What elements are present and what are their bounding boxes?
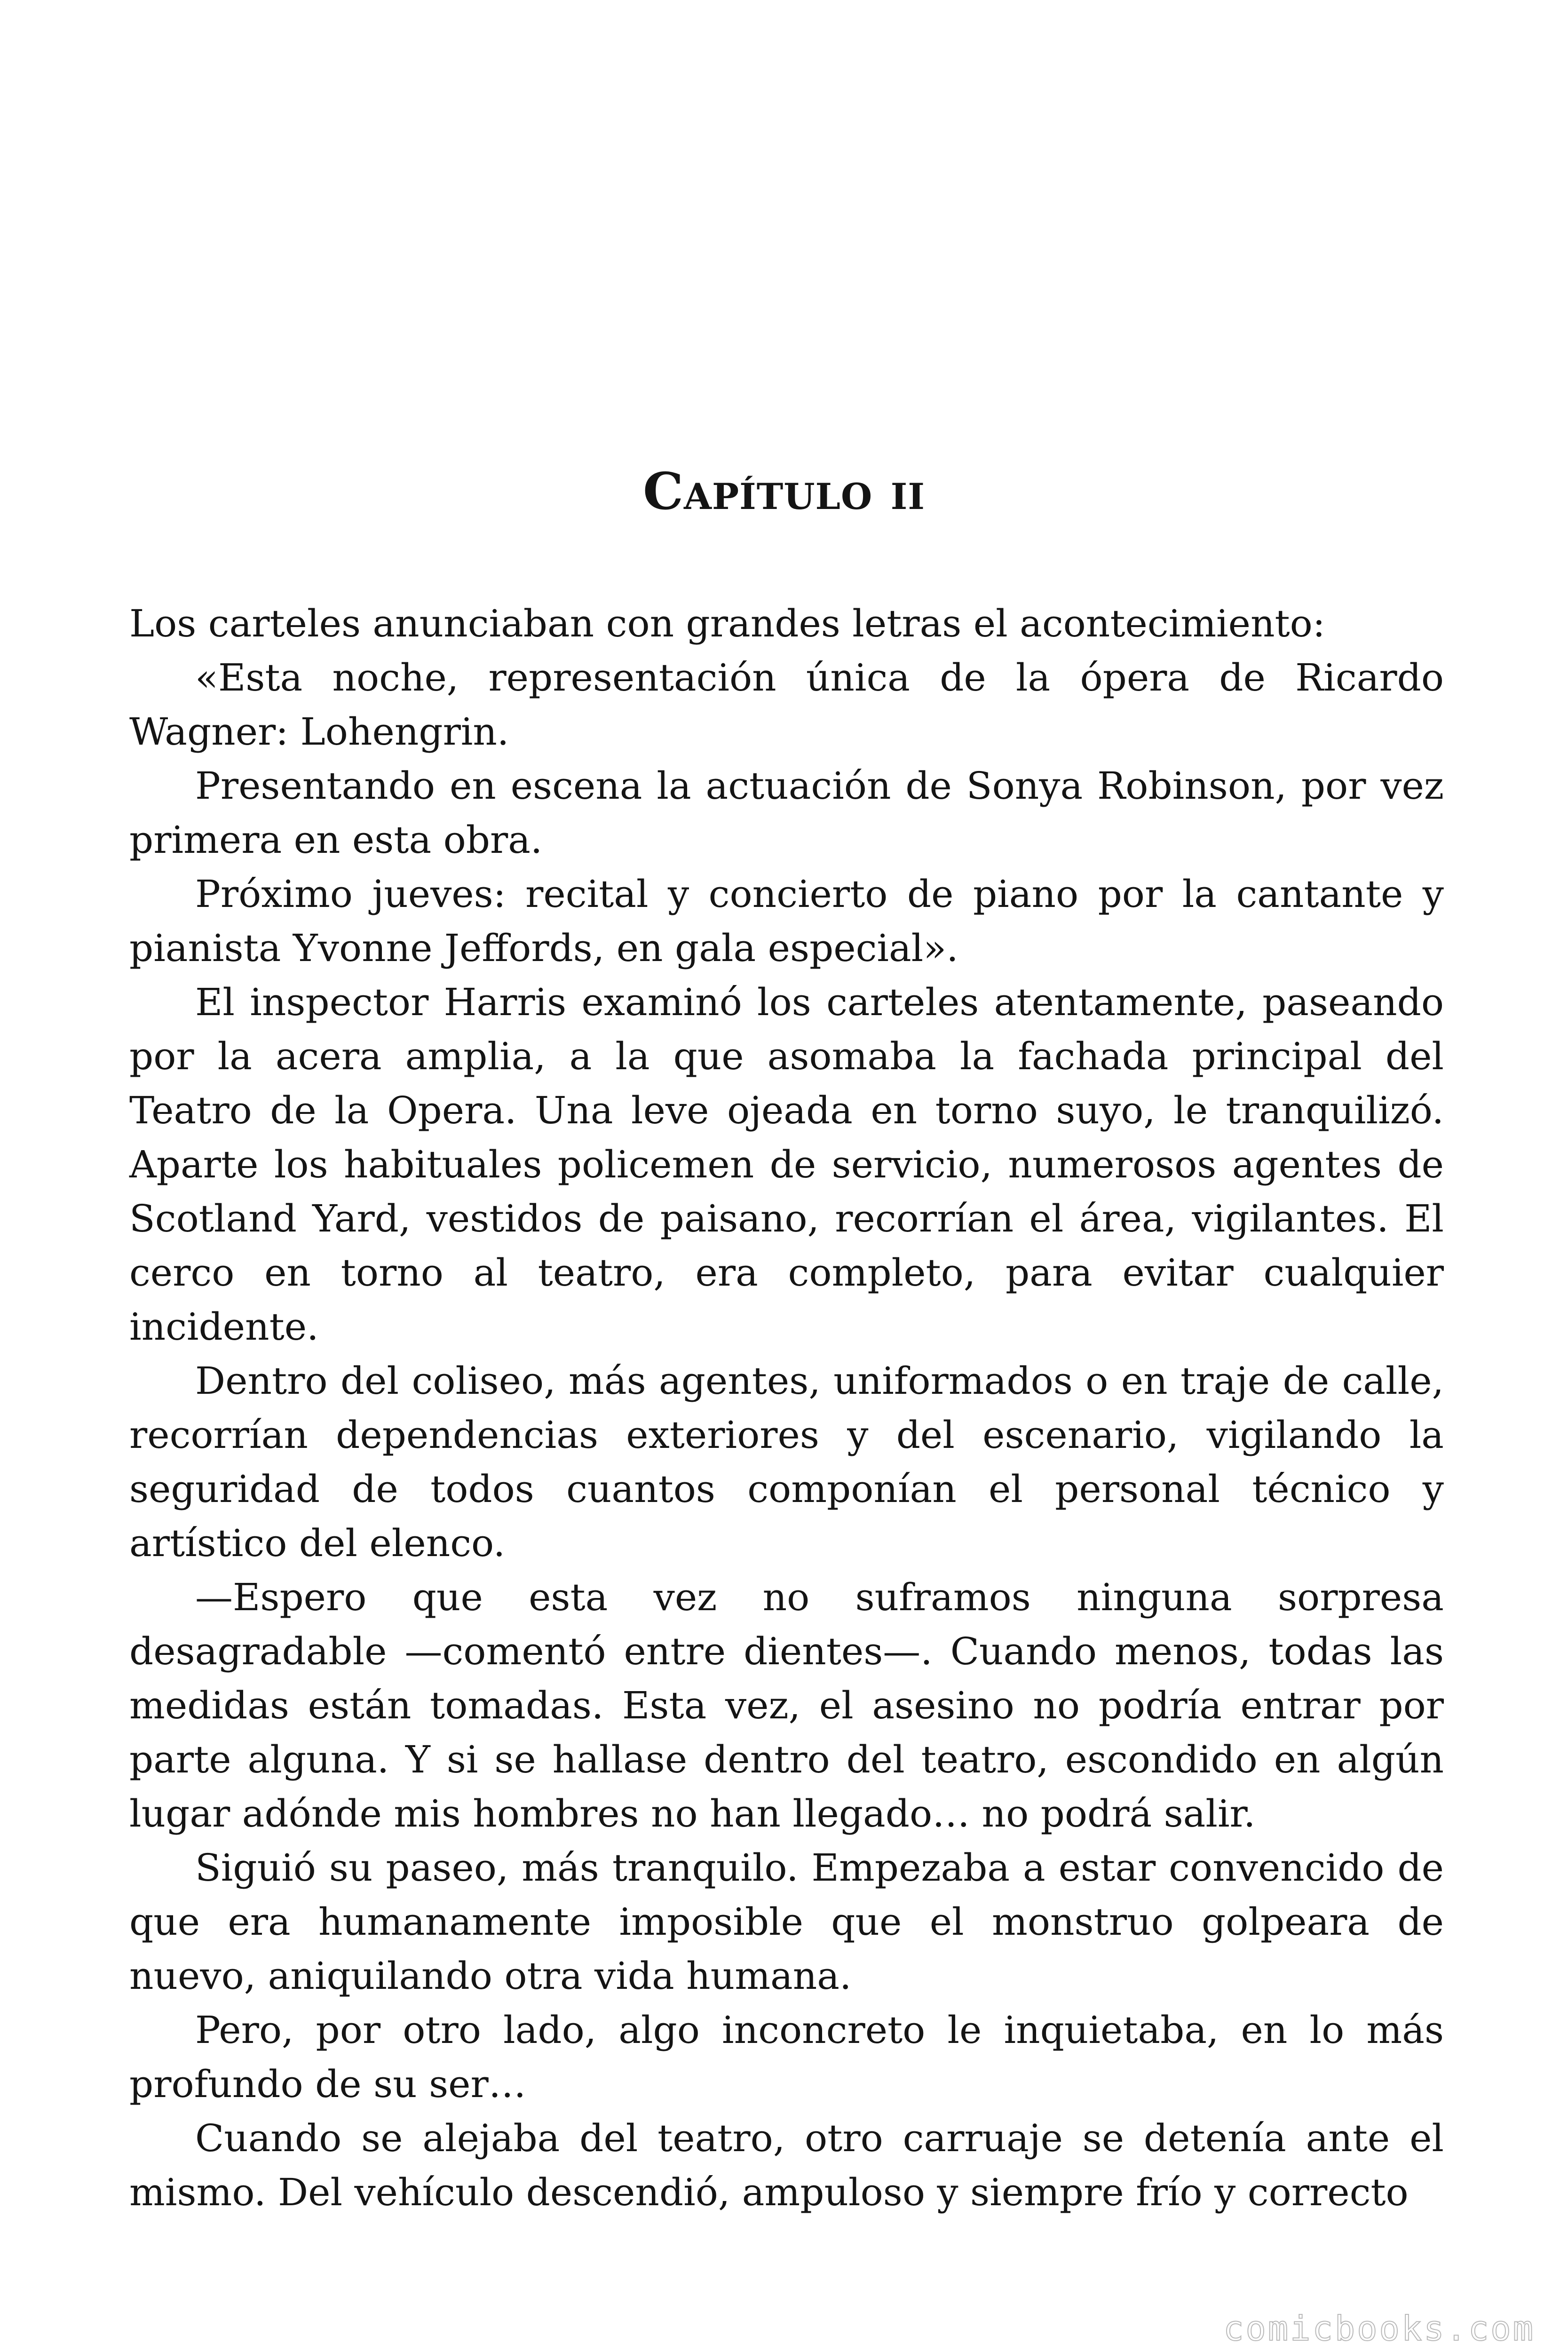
paragraph: Pero, por otro lado, algo inconcreto le inquietaba, en lo más profundo de su ser…	[129, 2008, 1444, 2106]
paragraph: El inspector Harris examinó los carteles atentamente, paseando por la acera amplia, a la que asomaba la fachada principal del Teatro de la Opera. Una leve ojeada en torno suyo, le tranquilizó. Aparte los habituales policemen de servicio, numerosos agentes de Scotland Yard, vestidos de paisano, recorrían el área, vigilantes. El cerco en torno al teatro, era completo, para evitar cualquier incidente.	[129, 980, 1444, 1349]
chapter-title: Capítulo ii	[643, 462, 925, 521]
paragraph: Presentando en escena la actuación de Sonya Robinson, por vez primera en esta obra.	[129, 764, 1444, 862]
paragraph: «Esta noche, representación única de la ópera de Ricardo Wagner: Lohengrin.	[129, 656, 1444, 754]
paragraph: Dentro del coliseo, más agentes, uniformados o en traje de calle, recorrían dependencias exteriores y del escenario, vigilando la seguridad de todos cuantos componían el personal técnico y artístico del elenco.	[129, 1359, 1444, 1565]
paragraph: Siguió su paseo, más tranquilo. Empezaba a estar convencido de que era humanamente imposible que el monstruo golpeara de nuevo, aniquilando otra vida humana.	[129, 1846, 1444, 1998]
paragraph: —Espero que esta vez no suframos ninguna sorpresa desagradable —comentó entre dientes—. Cuando menos, todas las medidas están tomadas. Esta vez, el asesino no podría entrar por parte alguna. Y si se hallase dentro del teatro, escondido en algún lugar adónde mis hombres no han llegado… no podrá salir.	[129, 1575, 1444, 1836]
chapter-body	[129, 596, 1444, 2219]
paragraph: Próximo jueves: recital y concierto de piano por la cantante y pianista Yvonne Jeffords, en gala especial».	[129, 872, 1444, 970]
paragraph: Los carteles anunciaban con grandes letras el acontecimiento:	[129, 602, 1325, 645]
paragraph: Cuando se alejaba del teatro, otro carruaje se detenía ante el mismo. Del vehículo descendió, ampuloso y siempre frío y correcto	[129, 2116, 1444, 2214]
site-watermark: comicbooks.com	[1223, 2309, 1535, 2348]
